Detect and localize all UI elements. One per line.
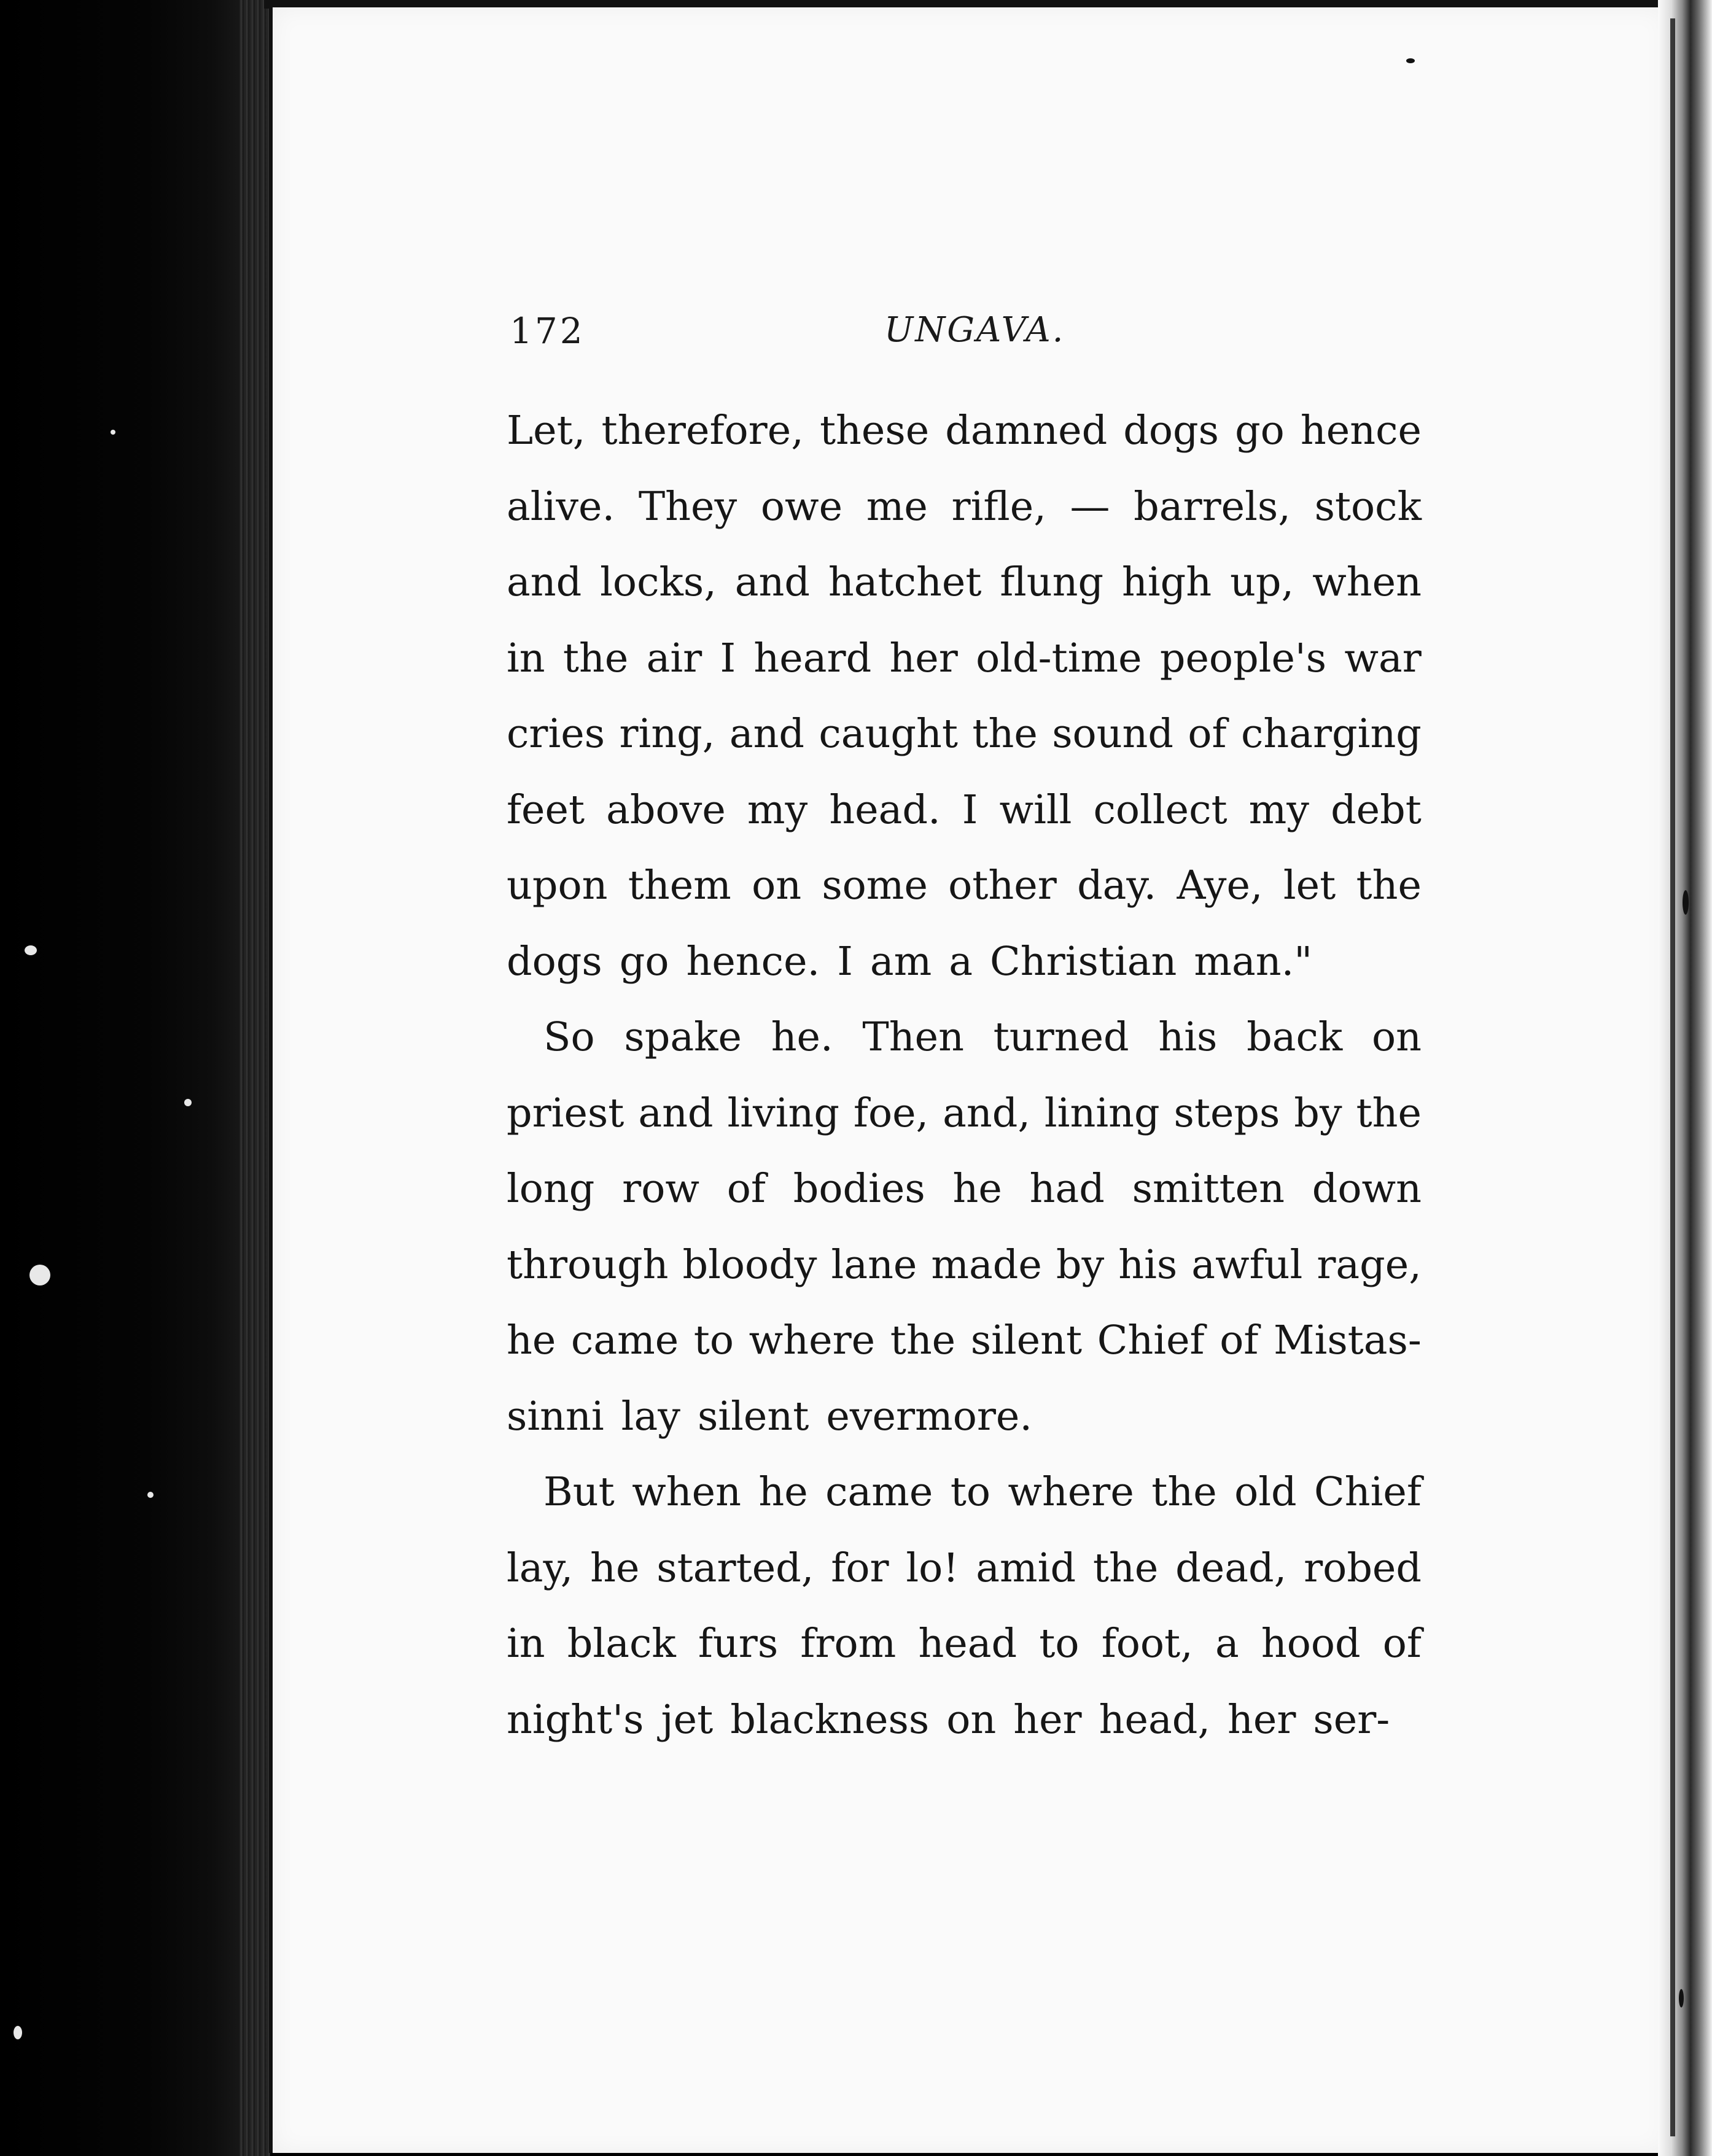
word: by — [1056, 1241, 1105, 1288]
word: he. — [771, 1014, 833, 1060]
word: Chief — [1313, 1469, 1422, 1515]
word: hence — [1300, 408, 1422, 454]
ink-spot — [1683, 890, 1689, 915]
word: people's — [1159, 635, 1327, 681]
dust-speck — [111, 430, 115, 435]
word: lay, — [507, 1545, 574, 1591]
word: war — [1344, 635, 1422, 681]
word: air — [646, 635, 702, 681]
word: steps — [1173, 1090, 1280, 1136]
dust-speck — [184, 1099, 192, 1106]
text-line — [507, 1076, 1422, 1152]
word: go — [619, 938, 669, 985]
word: and, — [943, 1090, 1030, 1136]
word: to — [693, 1317, 734, 1363]
word: damned — [945, 408, 1108, 454]
word: foot, — [1101, 1621, 1193, 1667]
text-line — [507, 696, 1422, 772]
word: of — [726, 1166, 766, 1212]
word: hood — [1261, 1621, 1361, 1667]
word: came — [825, 1469, 933, 1515]
word: caught — [819, 711, 959, 757]
word: jet — [661, 1696, 714, 1743]
word: priest — [507, 1090, 624, 1136]
text-line — [507, 393, 1422, 469]
word: am — [870, 938, 932, 985]
word: Mistas- — [1273, 1317, 1422, 1363]
word: in — [507, 635, 545, 681]
word: spake — [624, 1014, 742, 1060]
dust-speck — [14, 2026, 22, 2039]
word: the — [562, 635, 629, 681]
word: head, — [1099, 1696, 1210, 1743]
word: blackness — [730, 1696, 930, 1743]
paragraph — [507, 1454, 1422, 1758]
word: on — [1372, 1014, 1422, 1060]
word: turned — [993, 1014, 1129, 1060]
word: man." — [1194, 938, 1313, 985]
word: and — [729, 711, 805, 757]
word: of — [1382, 1621, 1422, 1667]
text-line — [507, 999, 1422, 1076]
word: her — [1227, 1696, 1296, 1743]
word: down — [1312, 1166, 1422, 1212]
word: the — [890, 1317, 956, 1363]
word: of — [1188, 711, 1227, 757]
text-line — [507, 1303, 1422, 1379]
word: sound — [1052, 711, 1174, 757]
word: day. — [1077, 863, 1157, 909]
word: heard — [753, 635, 872, 681]
word: sinni — [507, 1393, 604, 1440]
word: furs — [698, 1621, 779, 1667]
text-line — [507, 1530, 1422, 1607]
text-line — [507, 1606, 1422, 1682]
word: lo! — [906, 1545, 959, 1591]
word: on — [752, 863, 802, 909]
word: — — [1070, 483, 1110, 530]
word: high — [1122, 559, 1212, 605]
word: hatchet — [828, 559, 982, 605]
word: I — [837, 938, 853, 985]
word: let — [1283, 863, 1336, 909]
word: to — [1039, 1621, 1080, 1667]
word: the — [1356, 863, 1422, 909]
word: barrels, — [1134, 483, 1291, 530]
word: cries — [507, 711, 605, 757]
word: head — [918, 1621, 1017, 1667]
word: Let, — [507, 408, 586, 454]
word: them — [628, 863, 731, 909]
word: and — [638, 1090, 714, 1136]
word: and — [507, 559, 582, 605]
word: locks, — [600, 559, 717, 605]
word: silent — [697, 1393, 809, 1440]
word: will — [999, 786, 1072, 833]
word: a — [949, 938, 973, 985]
word: Aye, — [1177, 863, 1263, 909]
word: living — [727, 1090, 839, 1136]
paragraph — [507, 999, 1422, 1454]
word: debt — [1331, 786, 1422, 833]
word: started, — [656, 1545, 814, 1591]
word: old-time — [976, 635, 1142, 681]
word: when — [1312, 559, 1422, 605]
word: dogs — [507, 938, 602, 985]
page-stack-edge — [239, 0, 270, 2156]
gutter-line — [1670, 18, 1675, 2136]
word: and — [734, 559, 811, 605]
word: I — [720, 635, 736, 681]
text-line — [507, 545, 1422, 621]
word: long — [507, 1166, 595, 1212]
word: he — [952, 1166, 1002, 1212]
word: by — [1294, 1090, 1342, 1136]
paragraph — [507, 393, 1422, 999]
word: charging — [1240, 711, 1422, 757]
word: above — [606, 786, 726, 833]
word: bloody — [682, 1241, 817, 1288]
word: foe, — [853, 1090, 929, 1136]
word: made — [931, 1241, 1042, 1288]
word: bodies — [793, 1166, 925, 1212]
word: old — [1234, 1469, 1297, 1515]
word: black — [567, 1621, 676, 1667]
ink-spot — [1679, 1989, 1684, 2007]
word: rifle, — [951, 483, 1046, 530]
word: on — [946, 1696, 997, 1743]
word: dogs — [1123, 408, 1219, 454]
word: awful — [1191, 1241, 1303, 1288]
word: dead, — [1175, 1545, 1287, 1591]
text-line — [507, 621, 1422, 697]
text-line — [507, 848, 1422, 924]
word: came — [570, 1317, 679, 1363]
word: back — [1247, 1014, 1343, 1060]
word: So — [543, 1014, 595, 1060]
word: collect — [1093, 786, 1228, 833]
word: some — [822, 863, 928, 909]
word: lane — [831, 1241, 917, 1288]
word: his — [1158, 1014, 1218, 1060]
word: through — [507, 1241, 669, 1288]
running-title: UNGAVA. — [884, 310, 1065, 350]
word: up, — [1230, 559, 1294, 605]
word: But — [543, 1469, 615, 1515]
word: to — [950, 1469, 990, 1515]
text-line — [507, 924, 1422, 1000]
word: ser- — [1313, 1696, 1390, 1743]
word: other — [948, 863, 1057, 909]
word: night's — [507, 1696, 644, 1743]
word: had — [1029, 1166, 1105, 1212]
word: Christian — [990, 938, 1177, 985]
word: ring, — [619, 711, 715, 757]
text-line — [507, 1454, 1422, 1530]
word: feet — [507, 786, 585, 833]
text-line — [507, 1151, 1422, 1227]
ink-spot — [1406, 58, 1415, 63]
word: when — [632, 1469, 741, 1515]
word: a — [1215, 1621, 1239, 1667]
word: he — [758, 1469, 808, 1515]
word: therefore, — [601, 408, 804, 454]
word: Chief — [1097, 1317, 1205, 1363]
word: rage, — [1317, 1241, 1422, 1288]
running-head — [510, 310, 1065, 353]
right-page-edge — [1658, 0, 1712, 2156]
page-number: 172 — [510, 310, 585, 352]
word: lining — [1044, 1090, 1160, 1136]
word: Then — [862, 1014, 964, 1060]
word: from — [800, 1621, 897, 1667]
word: the — [1356, 1090, 1422, 1136]
word: row — [622, 1166, 700, 1212]
word: evermore. — [826, 1393, 1033, 1440]
word: owe — [760, 483, 843, 530]
word: in — [507, 1621, 545, 1667]
word: of — [1220, 1317, 1259, 1363]
word: for — [831, 1545, 889, 1591]
word: he — [507, 1317, 556, 1363]
dust-speck — [29, 1265, 50, 1285]
word: my — [1248, 786, 1310, 833]
word: her — [889, 635, 958, 681]
body-text — [507, 393, 1422, 1758]
word: go — [1235, 408, 1285, 454]
word: his — [1118, 1241, 1178, 1288]
word: me — [866, 483, 928, 530]
word: the — [1092, 1545, 1159, 1591]
text-line — [507, 469, 1422, 545]
word: stock — [1314, 483, 1422, 530]
word: flung — [1000, 559, 1104, 605]
word: where — [749, 1317, 876, 1363]
word: head. — [829, 786, 941, 833]
word: hence. — [686, 938, 820, 985]
word: lay — [621, 1393, 680, 1440]
word: alive. — [507, 483, 615, 530]
word: where — [1008, 1469, 1134, 1515]
word: They — [638, 483, 737, 530]
word: her — [1013, 1696, 1082, 1743]
word: the — [972, 711, 1038, 757]
word: silent — [970, 1317, 1083, 1363]
word: the — [1151, 1469, 1217, 1515]
text-line — [507, 1379, 1422, 1455]
word: I — [962, 786, 978, 833]
dust-speck — [25, 945, 37, 955]
word: robed — [1304, 1545, 1422, 1591]
book-spine — [0, 0, 270, 2156]
word: smitten — [1132, 1166, 1285, 1212]
dust-speck — [147, 1492, 154, 1498]
word: he — [590, 1545, 640, 1591]
text-line — [507, 772, 1422, 848]
word: my — [747, 786, 808, 833]
word: upon — [507, 863, 608, 909]
word: amid — [976, 1545, 1076, 1591]
word: these — [819, 408, 930, 454]
text-line — [507, 1682, 1422, 1758]
text-line — [507, 1227, 1422, 1303]
